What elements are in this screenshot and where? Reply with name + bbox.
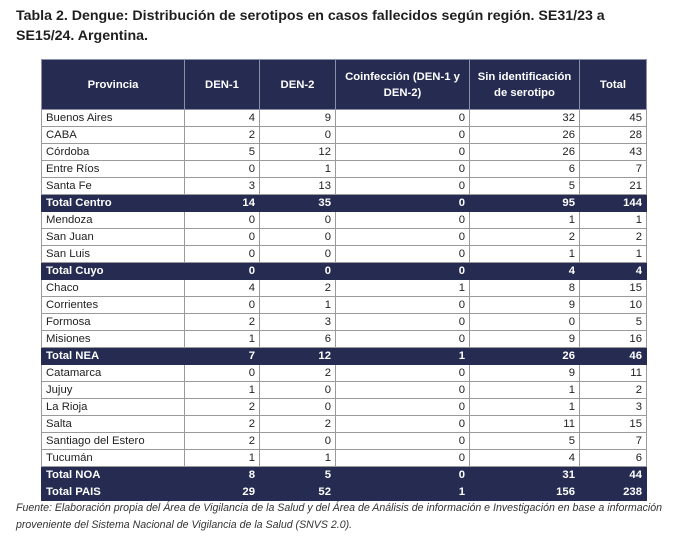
coinfeccion-cell: 0 <box>336 263 470 280</box>
table-row <box>42 450 647 467</box>
total-row <box>42 467 647 484</box>
den2-cell: 5 <box>260 467 336 484</box>
den1-cell: 0 <box>185 246 260 263</box>
provincia-cell: Total NEA <box>42 348 185 365</box>
coinfeccion-cell: 0 <box>336 331 470 348</box>
den1-cell: 2 <box>185 314 260 331</box>
table-row <box>42 178 647 195</box>
column-header-den1: DEN-1 <box>185 60 260 110</box>
provincia-cell: Total NOA <box>42 467 185 484</box>
table-row <box>42 280 647 297</box>
total-cell: 43 <box>580 144 647 161</box>
total-cell: 238 <box>580 484 647 501</box>
coinfeccion-cell: 0 <box>336 365 470 382</box>
den1-cell: 0 <box>185 229 260 246</box>
table-row <box>42 110 647 127</box>
table-row <box>42 399 647 416</box>
provincia-cell: Misiones <box>42 331 185 348</box>
sin-identificacion-cell: 95 <box>470 195 580 212</box>
total-cell: 21 <box>580 178 647 195</box>
coinfeccion-cell: 0 <box>336 161 470 178</box>
coinfeccion-cell: 0 <box>336 110 470 127</box>
den2-cell: 0 <box>260 399 336 416</box>
sin-identificacion-cell: 0 <box>470 314 580 331</box>
provincia-cell: Catamarca <box>42 365 185 382</box>
den1-cell: 0 <box>185 263 260 280</box>
den2-cell: 6 <box>260 331 336 348</box>
total-cell: 4 <box>580 263 647 280</box>
table-row <box>42 365 647 382</box>
den2-cell: 52 <box>260 484 336 501</box>
total-cell: 45 <box>580 110 647 127</box>
table-row <box>42 433 647 450</box>
sin-identificacion-cell: 5 <box>470 433 580 450</box>
table-title: Tabla 2. Dengue: Distribución de serotipos en casos fallecidos según región. SE31/23 a SE15/24. Argentina. <box>16 8 605 44</box>
den2-cell: 0 <box>260 229 336 246</box>
provincia-cell: Entre Ríos <box>42 161 185 178</box>
provincia-cell: Formosa <box>42 314 185 331</box>
den1-cell: 2 <box>185 433 260 450</box>
den1-cell: 2 <box>185 399 260 416</box>
sin-identificacion-cell: 9 <box>470 297 580 314</box>
total-cell: 10 <box>580 297 647 314</box>
den2-cell: 2 <box>260 416 336 433</box>
provincia-cell: San Luis <box>42 246 185 263</box>
sin-identificacion-cell: 9 <box>470 331 580 348</box>
total-cell: 16 <box>580 331 647 348</box>
provincia-cell: Santa Fe <box>42 178 185 195</box>
den2-cell: 1 <box>260 450 336 467</box>
den1-cell: 1 <box>185 382 260 399</box>
den2-cell: 1 <box>260 297 336 314</box>
total-cell: 15 <box>580 280 647 297</box>
total-cell: 3 <box>580 399 647 416</box>
table-row <box>42 382 647 399</box>
coinfeccion-cell: 0 <box>336 229 470 246</box>
total-cell: 1 <box>580 246 647 263</box>
den1-cell: 1 <box>185 450 260 467</box>
coinfeccion-cell: 0 <box>336 450 470 467</box>
den2-cell: 1 <box>260 161 336 178</box>
column-header-total: Total <box>580 60 647 110</box>
coinfeccion-cell: 0 <box>336 314 470 331</box>
column-header-provincia: Provincia <box>42 60 185 110</box>
table-row <box>42 161 647 178</box>
coinfeccion-cell: 1 <box>336 280 470 297</box>
coinfeccion-cell: 1 <box>336 348 470 365</box>
sin-identificacion-cell: 8 <box>470 280 580 297</box>
den1-cell: 14 <box>185 195 260 212</box>
coinfeccion-cell: 0 <box>336 127 470 144</box>
provincia-cell: Total Centro <box>42 195 185 212</box>
provincia-cell: La Rioja <box>42 399 185 416</box>
total-cell: 2 <box>580 229 647 246</box>
table-row <box>42 331 647 348</box>
coinfeccion-cell: 0 <box>336 246 470 263</box>
coinfeccion-cell: 0 <box>336 433 470 450</box>
total-cell: 7 <box>580 161 647 178</box>
total-row <box>42 263 647 280</box>
sin-identificacion-cell: 26 <box>470 144 580 161</box>
den2-cell: 3 <box>260 314 336 331</box>
total-cell: 11 <box>580 365 647 382</box>
total-cell: 46 <box>580 348 647 365</box>
sin-identificacion-cell: 26 <box>470 127 580 144</box>
den2-cell: 13 <box>260 178 336 195</box>
table-row <box>42 416 647 433</box>
sin-identificacion-cell: 1 <box>470 382 580 399</box>
coinfeccion-cell: 0 <box>336 212 470 229</box>
den1-cell: 29 <box>185 484 260 501</box>
table-row <box>42 144 647 161</box>
coinfeccion-cell: 0 <box>336 416 470 433</box>
column-header-den2: DEN-2 <box>260 60 336 110</box>
provincia-cell: Salta <box>42 416 185 433</box>
table-row <box>42 314 647 331</box>
total-cell: 144 <box>580 195 647 212</box>
sin-identificacion-cell: 2 <box>470 229 580 246</box>
coinfeccion-cell: 0 <box>336 399 470 416</box>
total-cell: 2 <box>580 382 647 399</box>
column-header-sin-identificacion: Sin identificación de serotipo <box>470 60 580 110</box>
sin-identificacion-cell: 5 <box>470 178 580 195</box>
table-row <box>42 212 647 229</box>
total-row <box>42 484 647 501</box>
table-body <box>42 110 647 501</box>
provincia-cell: Santiago del Estero <box>42 433 185 450</box>
serotype-table <box>41 59 647 501</box>
provincia-cell: Córdoba <box>42 144 185 161</box>
provincia-cell: Corrientes <box>42 297 185 314</box>
provincia-cell: CABA <box>42 127 185 144</box>
total-cell: 15 <box>580 416 647 433</box>
den2-cell: 0 <box>260 382 336 399</box>
den1-cell: 0 <box>185 297 260 314</box>
sin-identificacion-cell: 6 <box>470 161 580 178</box>
den2-cell: 0 <box>260 246 336 263</box>
den2-cell: 12 <box>260 144 336 161</box>
provincia-cell: Total Cuyo <box>42 263 185 280</box>
table-header-row <box>42 60 647 110</box>
table-row <box>42 127 647 144</box>
sin-identificacion-cell: 156 <box>470 484 580 501</box>
den2-cell: 0 <box>260 127 336 144</box>
den1-cell: 2 <box>185 127 260 144</box>
den2-cell: 12 <box>260 348 336 365</box>
den2-cell: 9 <box>260 110 336 127</box>
coinfeccion-cell: 0 <box>336 144 470 161</box>
den1-cell: 1 <box>185 331 260 348</box>
sin-identificacion-cell: 32 <box>470 110 580 127</box>
den1-cell: 8 <box>185 467 260 484</box>
coinfeccion-cell: 0 <box>336 297 470 314</box>
coinfeccion-cell: 0 <box>336 195 470 212</box>
den1-cell: 0 <box>185 365 260 382</box>
table-row <box>42 229 647 246</box>
coinfeccion-cell: 1 <box>336 484 470 501</box>
coinfeccion-cell: 0 <box>336 178 470 195</box>
total-cell: 44 <box>580 467 647 484</box>
provincia-cell: San Juan <box>42 229 185 246</box>
column-header-coinfeccion: Coinfección (DEN-1 y DEN-2) <box>336 60 470 110</box>
coinfeccion-cell: 0 <box>336 382 470 399</box>
source-footnote: Fuente: Elaboración propia del Área de Vigilancia de la Salud y del Área de Análisis de información e Investigación en base a información proveniente del Sistema Nacional de Vigilancia de la Salud (SNVS 2.0). <box>16 502 663 531</box>
den1-cell: 2 <box>185 416 260 433</box>
provincia-cell: Chaco <box>42 280 185 297</box>
den1-cell: 0 <box>185 212 260 229</box>
den1-cell: 7 <box>185 348 260 365</box>
sin-identificacion-cell: 26 <box>470 348 580 365</box>
den2-cell: 0 <box>260 212 336 229</box>
provincia-cell: Buenos Aires <box>42 110 185 127</box>
provincia-cell: Tucumán <box>42 450 185 467</box>
coinfeccion-cell: 0 <box>336 467 470 484</box>
sin-identificacion-cell: 1 <box>470 399 580 416</box>
den1-cell: 0 <box>185 161 260 178</box>
total-row <box>42 348 647 365</box>
table-row <box>42 246 647 263</box>
provincia-cell: Total PAIS <box>42 484 185 501</box>
total-cell: 5 <box>580 314 647 331</box>
sin-identificacion-cell: 9 <box>470 365 580 382</box>
den1-cell: 5 <box>185 144 260 161</box>
den2-cell: 2 <box>260 365 336 382</box>
sin-identificacion-cell: 31 <box>470 467 580 484</box>
den1-cell: 3 <box>185 178 260 195</box>
provincia-cell: Mendoza <box>42 212 185 229</box>
total-cell: 28 <box>580 127 647 144</box>
sin-identificacion-cell: 4 <box>470 263 580 280</box>
den2-cell: 0 <box>260 433 336 450</box>
den1-cell: 4 <box>185 110 260 127</box>
den2-cell: 0 <box>260 263 336 280</box>
total-row <box>42 195 647 212</box>
sin-identificacion-cell: 1 <box>470 246 580 263</box>
sin-identificacion-cell: 11 <box>470 416 580 433</box>
sin-identificacion-cell: 1 <box>470 212 580 229</box>
den2-cell: 35 <box>260 195 336 212</box>
sin-identificacion-cell: 4 <box>470 450 580 467</box>
den2-cell: 2 <box>260 280 336 297</box>
total-cell: 7 <box>580 433 647 450</box>
total-cell: 6 <box>580 450 647 467</box>
table-row <box>42 297 647 314</box>
den1-cell: 4 <box>185 280 260 297</box>
total-cell: 1 <box>580 212 647 229</box>
provincia-cell: Jujuy <box>42 382 185 399</box>
